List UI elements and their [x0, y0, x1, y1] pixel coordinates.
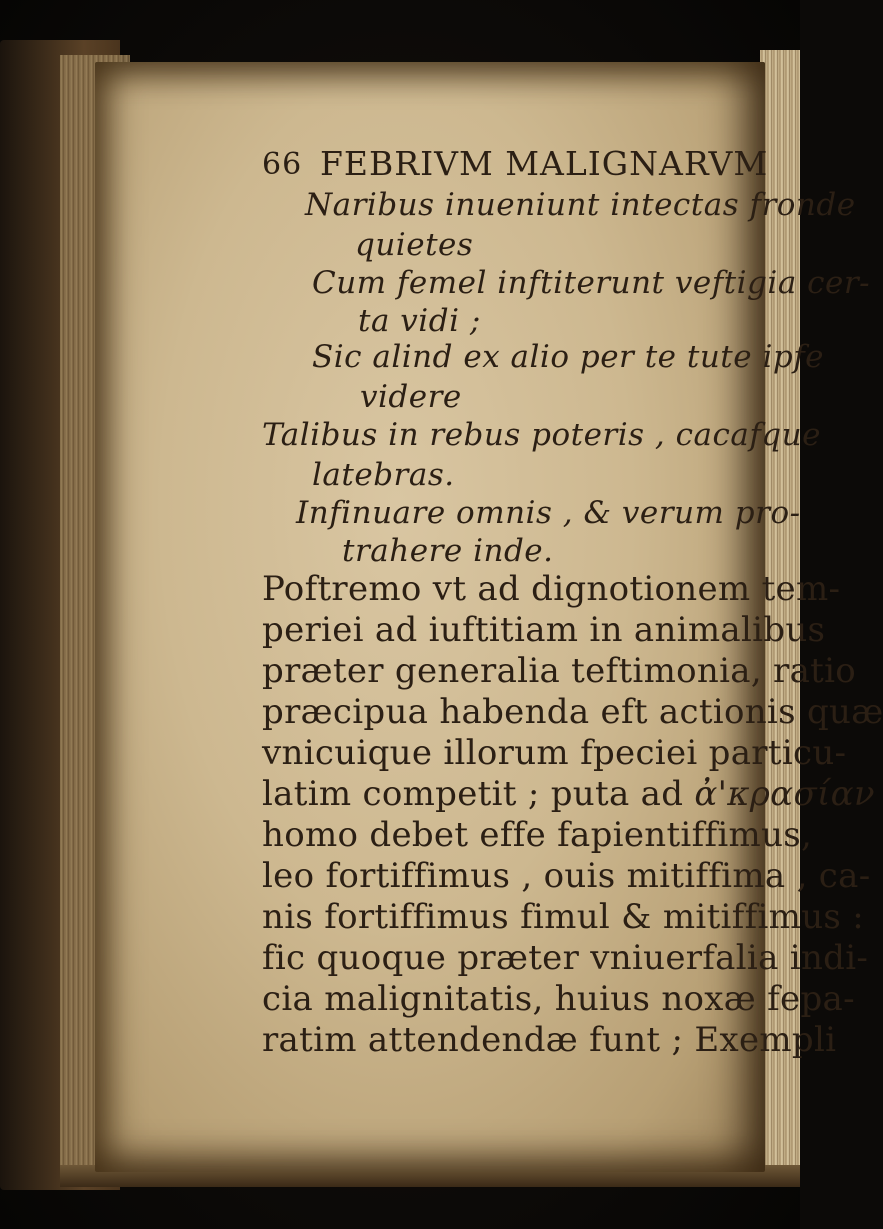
verse-line: trahere inde.	[342, 533, 554, 569]
prose-line: præter generalia teftimonia, ratio	[262, 651, 857, 691]
prose-line: vnicuique illorum fpeciei particu-	[262, 733, 847, 773]
prose-line	[262, 774, 875, 814]
verse-line: Cum femel inftiterunt veftigia cer-	[312, 265, 871, 301]
greek-word: ἀ'κρασίαν	[694, 774, 875, 814]
prose-line: Poftremo vt ad dignotionem tem-	[262, 569, 841, 609]
verse-line: Naribus inueniunt intectas fronde	[305, 187, 856, 223]
prose-line: periei ad iuftitiam in animalibus	[262, 610, 826, 650]
verse-line: Sic alind ex alio per te tute ipfe	[312, 339, 825, 375]
prose-line: cia malignitatis, huius noxæ fepa-	[262, 979, 855, 1019]
running-head: FEBRIVM MALIGNARVM	[320, 144, 769, 183]
prose-line: fic quoque præter vniuerfalia indi-	[262, 938, 869, 978]
prose-line: leo fortiffimus , ouis mitiffima , ca-	[262, 856, 871, 896]
verse-line: videre	[360, 379, 462, 415]
verse-line: ta vidi ;	[358, 303, 481, 339]
prose-line: præcipua habenda eft actionis quæ	[262, 692, 883, 732]
page-number: 66	[262, 147, 303, 182]
prose-line: ratim attendendæ funt ; Exempli	[262, 1020, 837, 1060]
verse-line: Infinuare omnis , & verum pro-	[296, 495, 801, 531]
verse-line: quietes	[355, 227, 474, 263]
prose-line: homo debet effe fapientiffimus,	[262, 815, 813, 855]
prose-line: nis fortiffimus fimul & mitiffimus :	[262, 897, 864, 937]
prose-line-text: latim competit ; puta ad	[262, 774, 684, 814]
verse-line: latebras.	[312, 457, 455, 493]
verse-line: Talibus in rebus poteris , cacafque	[262, 417, 821, 453]
